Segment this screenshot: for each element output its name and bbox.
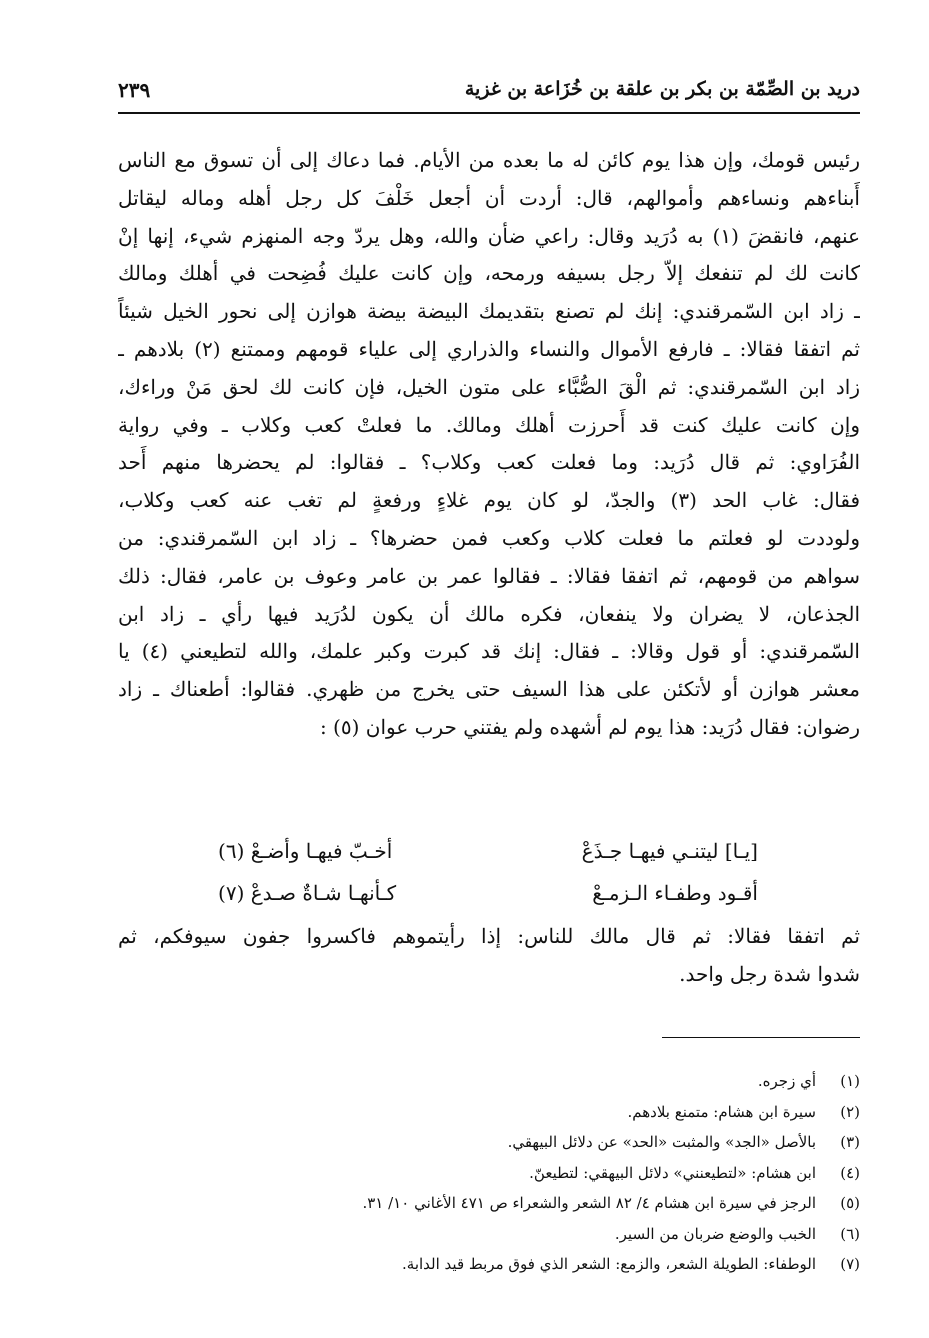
footnote-text: سيرة ابن هشام: متمنع بلادهم. (627, 1102, 816, 1121)
footnote (100, 1097, 860, 1128)
footnote-text: الخبب والوضع ضربان من السير. (614, 1224, 816, 1243)
footnote-number: (١) (840, 1072, 860, 1090)
footnote (100, 1158, 860, 1189)
text-line: فقال: غاب الحد (٣) والجدّ، لو كان يوم غلاءٍ ورفعةٍ لم تغب عنه كعب وكلاب، (118, 488, 860, 513)
footnote-number: (٣) (840, 1133, 860, 1151)
text-line: رئيس قومك، وإن هذا يوم كائن له ما بعده من الأيام. فما دعاك إلى أن تسوق مع الناس (118, 148, 860, 172)
text-line: ـ زاد ابن السّمرقندي: إنك لم تصنع بتقديمك البيضة بيضة هوازن إلى نحور الخيل شيئاً (118, 299, 860, 324)
footnote-number: (٧) (840, 1255, 860, 1273)
poem-first-hemistich: [يـا] ليتنـي فيهـا جـذَعْ (581, 839, 758, 863)
footnote-divider (662, 1037, 860, 1038)
text-line: ثم اتفقا فقالا: ثم قال مالك للناس: إذا رأيتموهم فاكسروا جفون سيوفكم، ثم (118, 924, 860, 948)
poem-second-hemistich: كـأنهـا شـاةٌ صـدعْ (٧) (218, 881, 397, 905)
text-line: ثم اتفقا فقالا: ـ فارفع الأموال والنساء والذراري إلى علياء قومهم وممتنع (٢) بلادهم ـ (118, 336, 860, 361)
text-line: عنهم، فانقضَ (١) به دُرَيد وقال: راعي ضأن والله، وهل يردّ وجه المنهزم شيء، إنها إنْ (118, 223, 860, 248)
text-line: الجذعان، لا يضران ولا ينفعان، فكره مالك أن يكون لدُرَيد فيها رأي ـ زاد ابن (118, 601, 860, 626)
footnote (100, 1127, 860, 1158)
page-number: ٢٣٩ (118, 78, 151, 102)
text-line: السّمرقندي: أو قول وقالا: ـ فقال: إنك قد كبرت وكبر علمك، والله لتطيعني (٤) يا (118, 639, 860, 664)
footnote (100, 1219, 860, 1250)
footnote-number: (٥) (840, 1194, 860, 1212)
running-title: دريد بن الصِّمّة بن بكر بن علقة بن خُزَاعة بن غزية (464, 78, 860, 100)
poem-verse (218, 872, 758, 914)
footnote-number: (٢) (840, 1102, 860, 1121)
poem (218, 830, 758, 914)
text-line: ولوددت لو فعلتم ما فعلت كلاب وكعب فمن حضرها؟ ـ زاد ابن السّمرقندي: من (118, 525, 860, 550)
footnote-number: (٦) (840, 1224, 860, 1243)
footnote-number: (٤) (840, 1163, 860, 1182)
text-line: أَبناءهم ونساءهم وأموالهم، قال: أردت أن أجعل خَلْفَ كل رجل أهله وماله ليقاتل (118, 185, 860, 210)
footnote-text: الرجز في سيرة ابن هشام ٤/ ٨٢ الشعر والشعراء ص ٤٧١ الأغاني ١٠/ ٣١. (362, 1194, 816, 1212)
footnote-text: الوطفاء: الطويلة الشعر، والزمع: الشعر الذي فوق مربط قيد الدابة. (402, 1255, 816, 1273)
footnote-text: ابن هشام: «لتطيعنني» دلائل البيهقي: لتطيعنّ. (529, 1163, 816, 1182)
footnote-text: أي زجره. (757, 1072, 816, 1090)
text-line: الفُرَاوي: ثم قال دُرَيد: وما فعلت كعب وكلاب؟ ـ فقالوا: لم يحضرها منهم أَحد (118, 450, 860, 475)
footnote (100, 1249, 860, 1280)
text-line: سواهم من قومهم، ثم اتفقا فقالا: ـ فقالوا عمر بن عامر وعوف بن عامر، فقال: ذلك (118, 563, 860, 588)
main-text (118, 142, 860, 747)
poem-verse (218, 830, 758, 872)
text-line: كانت لك لم تنفعك إلاّ رجل بسيفه ورمحه، وإن كانت عليك فُضِحت في أهلك ومالك (118, 261, 860, 286)
footnote (100, 1066, 860, 1097)
text-line: وإن كانت عليك كنت قد أَحرزت أهلك ومالك. ما فعلتْ كعب وكلاب ـ وفي رواية (118, 412, 860, 437)
text-line: رضوان: فقال دُرَيد: هذا يوم لم أشهده ولم يفتني حرب عوان (٥) : (319, 714, 860, 739)
text-line: شدوا شدة رجل واحد. (679, 961, 860, 986)
footnote-text: بالأصل «الجد» والمثبت «الحد» عن دلائل البيهقي. (507, 1133, 816, 1151)
closing-paragraph (118, 918, 860, 994)
text-line: معشر هوازن أو لأتكئن على هذا السيف حتى يخرج من ظهري. فقالوا: أطعناك ـ زاد (118, 677, 860, 702)
page-header (118, 78, 860, 114)
text-line: زاد ابن السّمرقندي: ثم الْقَ الصُّبَّاء على متون الخيل، فإن كانت لك لحق مَنْ وراءك، (118, 374, 860, 399)
poem-second-hemistich: أخـبّ فيهـا وأضـعْ (٦) (218, 839, 393, 863)
footnote (100, 1188, 860, 1219)
footnotes (100, 1066, 860, 1280)
poem-first-hemistich: أقـود وطفـاء الـزمـعْ (592, 881, 758, 905)
